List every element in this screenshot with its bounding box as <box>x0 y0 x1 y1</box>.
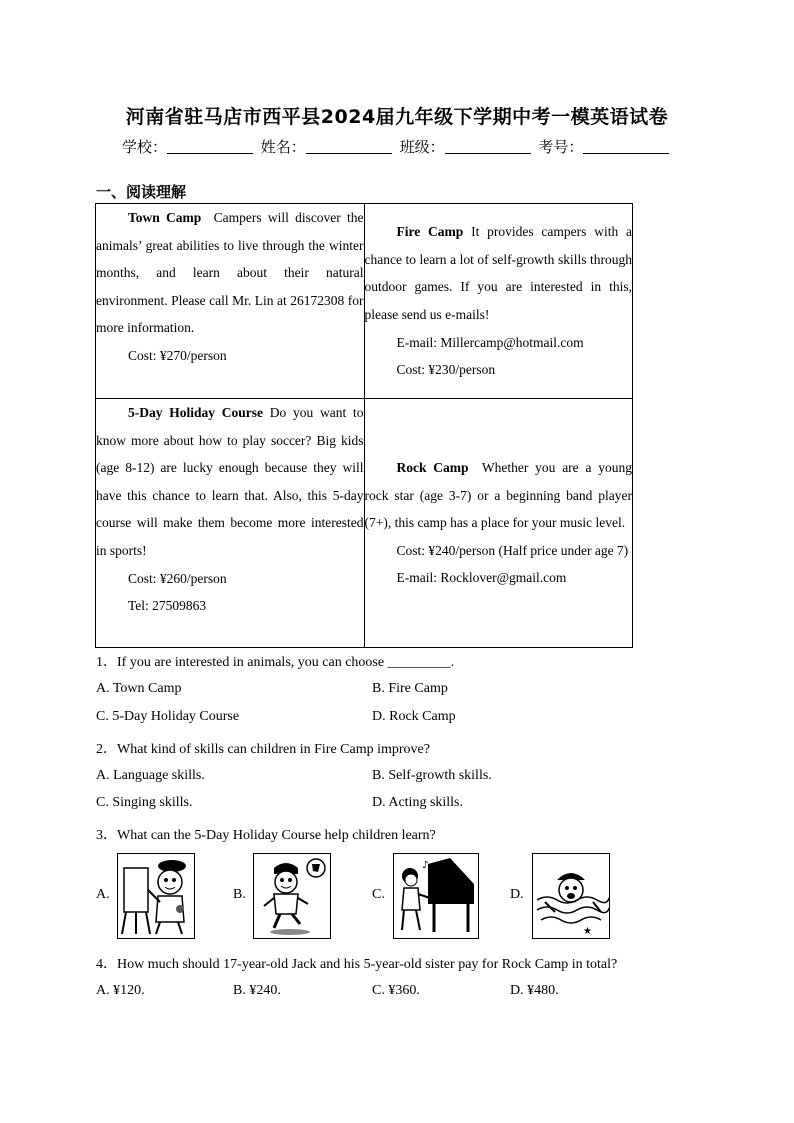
town-camp-cost: Cost: ¥270/person <box>128 347 227 363</box>
town-camp-cell <box>96 204 365 399</box>
town-camp-name: Town Camp <box>128 210 202 225</box>
painting-boy-picture[interactable] <box>117 853 195 939</box>
fire-camp-cell <box>364 204 633 399</box>
name-label: 姓名： <box>260 138 306 156</box>
swimming-boy-picture[interactable] <box>532 853 610 939</box>
q2-option-a[interactable]: A. Language skills. <box>96 768 205 783</box>
section-heading: 一、阅读理解 <box>96 183 187 201</box>
swimming-boy-icon <box>533 854 609 938</box>
fire-camp-text: It provides campers with a chance to learn a lot of self-growth skills through outdoor games. If you are interested in this, please send us e-mails! <box>364 224 632 322</box>
q3-option-c-label[interactable]: C. <box>372 887 385 902</box>
number-blank[interactable] <box>583 139 669 154</box>
holiday-course-cost: Cost: ¥260/person <box>128 570 227 586</box>
q4-option-d[interactable]: D. ¥480. <box>510 983 559 998</box>
q3-option-b-label[interactable]: B. <box>233 887 246 902</box>
svg-text:★: ★ <box>583 926 592 937</box>
question-1-stem: 1．If you are interested in animals, you can choose _________. <box>96 655 455 670</box>
question-2-stem: 2．What kind of skills can children in Fire Camp improve? <box>96 742 430 757</box>
holiday-course-tel: Tel: 27509863 <box>128 598 207 614</box>
fire-camp-name: Fire Camp <box>396 224 464 240</box>
q1-option-a[interactable]: A. Town Camp <box>96 681 182 696</box>
exam-title: 河南省驻马店市西平县2024届九年级下学期中考一模英语试卷 <box>125 106 669 128</box>
rock-camp-email: E-mail: Rocklover@gmail.com <box>396 570 567 586</box>
number-label: 考号： <box>538 138 584 156</box>
piano-girl-picture[interactable] <box>393 853 479 939</box>
q3-option-a-label[interactable]: A. <box>96 887 110 902</box>
holiday-course-cell <box>96 399 365 648</box>
painting-boy-icon <box>118 854 194 938</box>
rock-camp-text: Whether you are a young rock star (age 3-7) or a beginning band player (7+), this camp has a place for your music level. <box>364 460 632 531</box>
q1-option-c[interactable]: C. 5-Day Holiday Course <box>96 709 240 724</box>
q4-option-b[interactable]: B. ¥240. <box>233 983 281 998</box>
question-4-stem: 4．How much should 17-year-old Jack and his 5-year-old sister pay for Rock Camp in total? <box>96 957 618 972</box>
q2-option-c[interactable]: C. Singing skills. <box>96 795 193 810</box>
q4-option-c[interactable]: C. ¥360. <box>372 983 420 998</box>
q1-option-d[interactable]: D. Rock Camp <box>372 709 456 724</box>
q1-option-b[interactable]: B. Fire Camp <box>372 681 448 696</box>
rock-camp-cell <box>364 399 633 648</box>
school-blank[interactable] <box>167 139 253 154</box>
svg-text:♪: ♪ <box>422 860 429 871</box>
fire-camp-cost: Cost: ¥230/person <box>396 362 496 378</box>
q4-option-a[interactable]: A. ¥120. <box>96 983 145 998</box>
holiday-course-name: 5-Day Holiday Course <box>128 405 263 420</box>
q2-option-b[interactable]: B. Self-growth skills. <box>372 768 492 783</box>
soccer-boy-icon <box>254 854 330 938</box>
class-blank[interactable] <box>445 139 531 154</box>
school-label: 学校： <box>122 138 168 156</box>
soccer-boy-picture[interactable] <box>253 853 331 939</box>
name-blank[interactable] <box>306 139 392 154</box>
rock-camp-cost: Cost: ¥240/person (Half price under age 7) <box>396 542 629 558</box>
rock-camp-name: Rock Camp <box>396 460 469 476</box>
q3-option-d-label[interactable]: D. <box>510 887 524 902</box>
question-3-stem: 3．What can the 5-Day Holiday Course help children learn? <box>96 828 436 843</box>
holiday-course-text: Do you want to know more about how to play soccer? Big kids (age 8-12) are lucky enough because they will have this chance to learn that. Also, this 5-day course will make them become more interested in sports! <box>96 405 364 558</box>
camp-ads-table <box>95 203 633 648</box>
town-camp-text: Campers will discover the animals’ great abilities to live through the winter months, and learn about their natural environment. Please call Mr. Lin at 26172308 for more information. <box>96 210 364 336</box>
q2-option-d[interactable]: D. Acting skills. <box>372 795 464 810</box>
piano-girl-icon <box>394 854 478 938</box>
fire-camp-email: E-mail: Millercamp@hotmail.com <box>396 334 584 350</box>
student-info-line <box>122 136 672 157</box>
class-label: 班级： <box>399 138 445 156</box>
